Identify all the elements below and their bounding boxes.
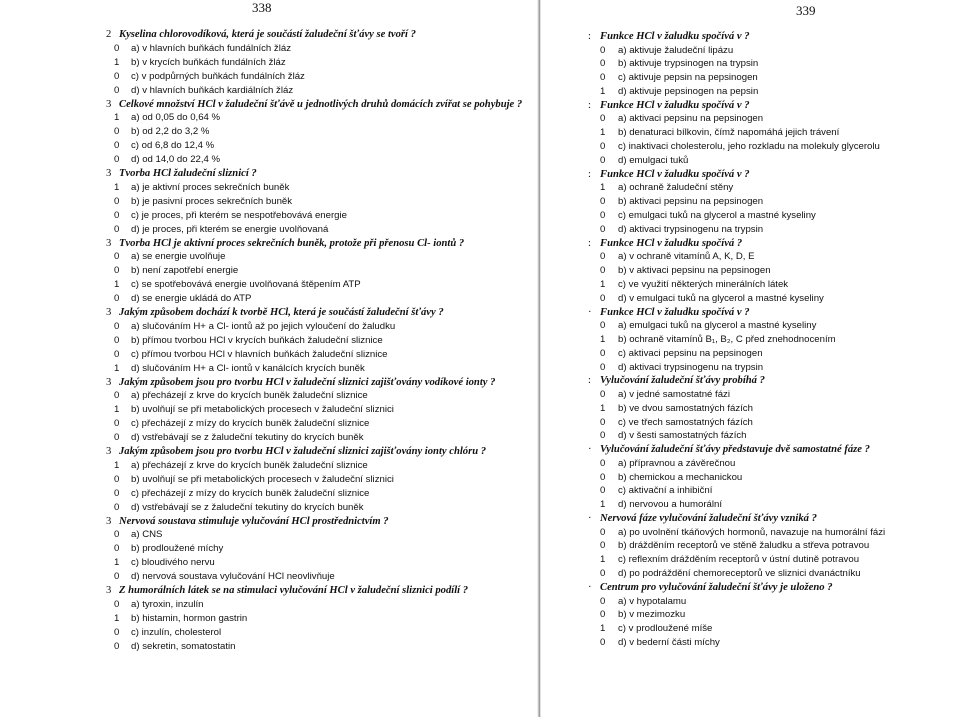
answer-mark: 1 [600, 554, 606, 566]
answer-option [0, 612, 535, 626]
answer-text: a) v ochraně vitamínů A, K, D, E [618, 251, 755, 263]
answer-option [548, 457, 960, 471]
answer-option [0, 348, 535, 362]
answer-option [0, 626, 535, 640]
answer-mark: 0 [600, 264, 606, 276]
question-block [548, 30, 960, 99]
question-number: 3 [106, 168, 112, 179]
answer-option [0, 431, 535, 445]
question-block [0, 306, 535, 376]
answer-option [548, 622, 960, 636]
answer-text: b) drážděním receptorů ve stěně žaludku a střeva potravou [618, 540, 870, 552]
answer-option [548, 44, 960, 58]
answer-mark: 0 [114, 598, 120, 610]
answer-text: b) v aktivaci pepsinu na pepsinogen [618, 264, 771, 276]
answer-option [548, 567, 960, 581]
answer-mark: 0 [114, 334, 120, 346]
answer-option [548, 388, 960, 402]
answer-option [0, 570, 535, 584]
question-title [0, 306, 535, 320]
answer-text: d) v hlavních buňkách kardiálních žláz [131, 84, 294, 96]
question-text: Funkce HCl v žaludku spočívá v ? [600, 306, 750, 318]
question-block [0, 376, 535, 446]
question-title [0, 98, 535, 112]
answer-mark: 0 [114, 223, 120, 235]
question-number: : [588, 168, 591, 180]
question-number: · [588, 306, 592, 318]
answer-mark: 0 [114, 571, 120, 582]
answer-mark: 0 [600, 292, 606, 304]
question-list [0, 28, 535, 654]
answer-mark: 0 [600, 251, 606, 263]
question-text: Vylučování žaludeční šťávy probíhá ? [600, 375, 765, 387]
question-title [548, 237, 960, 251]
answer-text: a) po uvolnění tkáňových hormonů, navazuje na humorální fázi [618, 526, 886, 538]
answer-mark: 1 [600, 402, 606, 414]
answer-text: b) v mezimozku [618, 609, 686, 621]
question-block [548, 374, 960, 443]
answer-option [0, 264, 535, 278]
question-number: : [588, 375, 591, 387]
answer-option [548, 608, 960, 622]
answer-mark: 1 [600, 333, 606, 345]
answer-mark: 0 [114, 473, 120, 485]
answer-text: b) histamin, hormon gastrin [131, 612, 248, 624]
question-text: Centrum pro vylučování žaludeční šťávy je uloženo ? [600, 582, 833, 593]
answer-mark: 1 [114, 404, 120, 415]
answer-option [548, 250, 960, 264]
answer-mark: 0 [600, 209, 606, 221]
answer-option [548, 402, 960, 416]
question-block [548, 237, 960, 306]
question-number: · [588, 582, 592, 593]
question-title [0, 584, 535, 598]
answer-text: a) je aktivní proces sekrečních buněk [131, 181, 290, 193]
answer-option [548, 140, 960, 154]
answer-option [0, 556, 535, 570]
answer-text: d) emulgaci tuků [618, 154, 689, 166]
answer-text: c) přímou tvorbou HCl v hlavních buňkách žaludeční sliznice [131, 348, 388, 360]
answer-text: a) přecházejí z krve do krycích buněk žaludeční sliznice [131, 390, 368, 401]
answer-option [0, 417, 535, 431]
answer-text: d) aktivuje pepsinogen na pepsin [618, 86, 759, 98]
answer-mark: 0 [114, 209, 120, 221]
question-title [0, 237, 535, 251]
answer-mark: 0 [114, 626, 120, 638]
answer-text: b) není zapotřebí energie [131, 265, 239, 276]
answer-mark: 0 [114, 126, 120, 137]
question-title [548, 512, 960, 526]
answer-text: b) ochraně vitamínů B₁, B₂, C před znehodnocením [618, 333, 836, 345]
answer-option [548, 361, 960, 375]
answer-mark: 0 [600, 595, 606, 607]
answer-mark: 0 [114, 432, 120, 443]
answer-mark: 1 [600, 182, 606, 194]
answer-mark: 0 [600, 609, 606, 621]
answer-option [548, 498, 960, 512]
question-title [0, 515, 535, 529]
answer-mark: 0 [114, 529, 120, 540]
question-title [548, 581, 960, 595]
question-text: Tvorba HCl žaludeční sliznicí ? [119, 168, 257, 179]
answer-mark: 1 [114, 279, 120, 290]
question-number: 3 [106, 98, 112, 110]
answer-mark: 0 [600, 141, 606, 153]
answer-option [0, 320, 535, 334]
answer-option [548, 333, 960, 347]
answer-option [0, 84, 535, 98]
answer-option [0, 125, 535, 139]
answer-text: b) aktivuje trypsinogen na trypsin [618, 58, 759, 70]
answer-option [548, 57, 960, 71]
answer-text: c) je proces, při kterém se nespotřebovává energie [131, 209, 347, 221]
question-number: : [588, 237, 591, 249]
answer-text: a) aktivaci pepsinu na pepsinogen [618, 113, 764, 125]
answer-text: c) inzulín, cholesterol [131, 626, 222, 638]
answer-mark: 0 [114, 320, 120, 332]
answer-mark: 0 [600, 485, 606, 497]
question-number: 3 [106, 585, 112, 596]
answer-option [548, 471, 960, 485]
answer-option [0, 250, 535, 264]
question-title [0, 376, 535, 390]
answer-option [548, 126, 960, 140]
answer-text: a) slučováním H+ a Cl- iontů až po jejich vyloučení do žaludku [131, 320, 396, 332]
answer-text: d) nervová soustava vylučování HCl neovlivňuje [131, 571, 335, 582]
question-block [0, 237, 535, 307]
answer-text: a) přípravnou a závěrečnou [618, 457, 736, 469]
question-block [0, 515, 535, 585]
answer-text: d) aktivaci trypsinogenu na trypsin [618, 361, 764, 373]
question-block [548, 581, 960, 650]
answer-text: d) nervovou a humorální [618, 499, 722, 511]
answer-mark: 1 [114, 181, 120, 193]
answer-option [0, 640, 535, 654]
answer-option [0, 209, 535, 223]
answer-text: d) vstřebávají se z žaludeční tekutiny do krycích buněk [131, 501, 364, 513]
answer-option [0, 403, 535, 417]
answer-mark: 0 [114, 154, 120, 165]
answer-option [0, 278, 535, 292]
question-text: Jakým způsobem jsou pro tvorbu HCl v žaludeční sliznici zajišťovány ionty chlóru ? [119, 446, 487, 457]
question-text: Funkce HCl v žaludku spočívá v ? [600, 99, 750, 111]
answer-mark: 0 [600, 154, 606, 166]
question-text: Kyselina chlorovodíková, která je součástí žaludeční šťávy se tvoří ? [119, 29, 416, 40]
answer-text: c) v prodloužené míše [618, 623, 713, 635]
right-page [548, 0, 960, 717]
answer-option [548, 347, 960, 361]
answer-mark: 0 [600, 471, 606, 483]
answer-option [0, 56, 535, 70]
answer-mark: 0 [600, 540, 606, 552]
answer-text: a) emulgaci tuků na glycerol a mastné kyseliny [618, 320, 817, 331]
answer-option [548, 553, 960, 567]
answer-text: c) ve třech samostatných fázích [618, 416, 753, 428]
question-block [0, 584, 535, 654]
answer-text: a) se energie uvolňuje [131, 251, 226, 262]
answer-text: d) sekretin, somatostatin [131, 640, 236, 652]
answer-mark: 1 [114, 112, 120, 123]
question-number: 2 [106, 29, 112, 40]
answer-text: b) ve dvou samostatných fázích [618, 402, 753, 414]
question-number: : [588, 31, 591, 42]
answer-option [0, 528, 535, 542]
answer-text: c) v podpůrných buňkách fundálních žláz [131, 70, 305, 82]
answer-text: a) v jedné samostatné fázi [618, 388, 730, 400]
question-number: · [588, 444, 592, 456]
answer-option [548, 292, 960, 306]
question-title [548, 306, 960, 320]
question-text: Funkce HCl v žaludku spočívá v ? [600, 168, 750, 180]
answer-option [548, 526, 960, 540]
answer-option [0, 153, 535, 167]
answer-text: c) emulgaci tuků na glycerol a mastné kyseliny [618, 209, 816, 221]
answer-option [548, 595, 960, 609]
answer-text: d) od 14,0 do 22,4 % [131, 154, 221, 165]
answer-mark: 0 [600, 526, 606, 538]
answer-mark: 0 [114, 543, 120, 554]
answer-mark: 0 [114, 251, 120, 262]
answer-text: b) v krycích buňkách fundálních žláz [131, 56, 286, 68]
answer-option [0, 42, 535, 56]
answer-option [548, 154, 960, 168]
answer-mark: 0 [114, 195, 120, 207]
answer-option [548, 181, 960, 195]
answer-option [548, 195, 960, 209]
question-block [0, 28, 535, 98]
question-text: Jakým způsobem dochází k tvorbě HCl, která je součástí žaludeční šťávy ? [119, 307, 444, 318]
answer-option [548, 278, 960, 292]
question-text: Funkce HCl v žaludku spočívá ? [600, 237, 743, 249]
answer-mark: 0 [600, 430, 606, 442]
question-text: Jakým způsobem jsou pro tvorbu HCl v žaludeční sliznici zajišťovány vodíkové ionty ? [119, 376, 496, 388]
question-number: 3 [106, 376, 112, 388]
question-title [0, 28, 535, 42]
answer-text: c) ve využití některých minerálních látek [618, 278, 789, 290]
answer-option [548, 71, 960, 85]
answer-option [0, 459, 535, 473]
answer-text: a) v hypotalamu [618, 595, 687, 607]
answer-text: b) uvolňují se při metabolických procesech v žaludeční sliznici [131, 473, 394, 485]
answer-text: a) od 0,05 do 0,64 % [131, 112, 221, 123]
answer-mark: 1 [600, 127, 606, 139]
answer-text: b) aktivaci pepsinu na pepsinogen [618, 196, 764, 208]
answer-text: a) v hlavních buňkách fundálních žláz [131, 42, 291, 54]
answer-option [548, 429, 960, 443]
answer-mark: 0 [600, 568, 606, 580]
question-title [548, 443, 960, 457]
answer-option [548, 264, 960, 278]
answer-option [548, 223, 960, 237]
answer-mark: 0 [114, 42, 120, 54]
question-title [0, 167, 535, 181]
answer-text: d) vstřebávají se z žaludeční tekutiny do krycích buněk [131, 432, 364, 443]
question-block [548, 168, 960, 237]
answer-mark: 0 [600, 388, 606, 400]
answer-text: b) je pasivní proces sekrečních buněk [131, 195, 293, 207]
answer-text: d) v bederní části míchy [618, 637, 720, 649]
answer-text: c) se spotřebovává energie uvolňovaná štěpením ATP [131, 279, 361, 290]
answer-text: d) se energie ukládá do ATP [131, 293, 252, 304]
answer-text: a) aktivuje žaludeční lipázu [618, 44, 734, 56]
question-block [548, 306, 960, 375]
answer-text: b) chemickou a mechanickou [618, 471, 743, 483]
answer-option [0, 70, 535, 84]
answer-text: d) slučováním H+ a Cl- iontů v kanálcích krycích buněk [131, 362, 365, 374]
answer-text: b) prodloužené míchy [131, 543, 224, 554]
answer-mark: 0 [114, 348, 120, 360]
question-number: 3 [106, 237, 112, 249]
page-number: 339 [796, 3, 816, 18]
answer-text: d) v emulgaci tuků na glycerol a mastné kyseliny [618, 292, 824, 304]
answer-mark: 1 [114, 459, 120, 471]
answer-mark: 0 [114, 293, 120, 304]
question-text: Vylučování žaludeční šťávy představuje dvě samostatné fáze ? [600, 444, 870, 456]
question-title [548, 168, 960, 182]
answer-text: a) ochraně žaludeční stěny [618, 182, 734, 194]
answer-mark: 1 [600, 623, 606, 635]
answer-option [548, 319, 960, 333]
answer-mark: 0 [114, 140, 120, 151]
answer-text: b) od 2,2 do 3,2 % [131, 126, 210, 137]
answer-text: b) uvolňují se při metabolických procesech v žaludeční sliznici [131, 404, 394, 415]
question-block [0, 167, 535, 237]
answer-text: a) přecházejí z krve do krycích buněk žaludeční sliznice [131, 459, 368, 471]
answer-mark: 0 [600, 637, 606, 649]
answer-mark: 1 [600, 278, 606, 290]
answer-text: d) je proces, při kterém se energie uvolňovaná [131, 223, 329, 235]
answer-text: c) inaktivaci cholesterolu, jeho rozkladu na molekuly glycerolu [618, 141, 880, 153]
question-number: · [588, 513, 592, 525]
question-number: 3 [106, 307, 112, 318]
answer-mark: 1 [600, 499, 606, 511]
answer-option [0, 195, 535, 209]
answer-mark: 0 [600, 361, 606, 373]
question-number: : [588, 99, 591, 111]
answer-mark: 0 [114, 640, 120, 652]
answer-mark: 0 [114, 84, 120, 96]
answer-text: c) přecházejí z mízy do krycích buněk žaludeční sliznice [131, 418, 370, 429]
answer-option [0, 389, 535, 403]
answer-mark: 0 [600, 196, 606, 208]
question-title [548, 99, 960, 113]
answer-option [0, 334, 535, 348]
answer-mark: 1 [114, 612, 120, 624]
answer-text: c) aktivační a inhibiční [618, 485, 713, 497]
answer-text: d) aktivaci trypsinogenu na trypsin [618, 223, 764, 235]
answer-option [0, 223, 535, 237]
answer-option [548, 416, 960, 430]
answer-option [548, 209, 960, 223]
answer-mark: 0 [600, 223, 606, 235]
answer-mark: 0 [600, 457, 606, 469]
answer-option [0, 487, 535, 501]
answer-text: a) CNS [131, 529, 163, 540]
answer-option [0, 362, 535, 376]
answer-mark: 0 [600, 72, 606, 84]
answer-mark: 0 [114, 390, 120, 401]
answer-text: d) po podráždění chemoreceptorů ve sliznici dvanáctníku [618, 568, 861, 580]
question-block [0, 445, 535, 515]
answer-mark: 0 [114, 418, 120, 429]
answer-option [548, 85, 960, 99]
answer-mark: 0 [114, 70, 120, 82]
answer-option [548, 112, 960, 126]
answer-text: c) přecházejí z mízy do krycích buněk žaludeční sliznice [131, 487, 370, 499]
answer-option [0, 598, 535, 612]
answer-option [0, 111, 535, 125]
answer-text: d) v šesti samostatných fázích [618, 430, 747, 442]
question-block [0, 98, 535, 168]
answer-mark: 0 [600, 113, 606, 125]
answer-text: c) bloudivého nervu [131, 557, 215, 568]
answer-mark: 1 [600, 86, 606, 98]
answer-mark: 0 [114, 265, 120, 276]
question-block [548, 99, 960, 168]
answer-mark: 1 [114, 362, 120, 374]
answer-mark: 0 [114, 501, 120, 513]
answer-mark: 0 [600, 416, 606, 428]
answer-text: c) reflexním drážděním receptorů v ústní dutině potravou [618, 554, 860, 566]
answer-mark: 0 [114, 487, 120, 499]
answer-text: c) aktivaci pepsinu na pepsinogen [618, 347, 763, 359]
question-text: Celkové množství HCl v žaludeční šťávě u jednotlivých druhů domácích zvířat se pohybuje ? [119, 98, 523, 110]
question-number: 3 [106, 515, 112, 527]
question-block [548, 512, 960, 581]
question-text: Nervová soustava stimuluje vylučování HCl prostřednictvím ? [119, 515, 389, 527]
answer-mark: 0 [600, 320, 606, 331]
answer-option [548, 636, 960, 650]
question-block [548, 443, 960, 512]
question-text: Funkce HCl v žaludku spočívá v ? [600, 31, 750, 42]
answer-option [548, 539, 960, 553]
answer-mark: 0 [600, 347, 606, 359]
answer-mark: 1 [114, 56, 120, 68]
question-list [548, 30, 960, 650]
question-text: Nervová fáze vylučování žaludeční šťávy vzniká ? [600, 513, 817, 525]
answer-option [0, 139, 535, 153]
answer-text: c) od 6,8 do 12,4 % [131, 140, 215, 151]
question-title [0, 445, 535, 459]
answer-option [0, 181, 535, 195]
answer-option [548, 484, 960, 498]
answer-option [0, 542, 535, 556]
answer-text: a) tyroxin, inzulín [131, 598, 204, 610]
question-text: Z humorálních látek se na stimulaci vylučování HCl v žaludeční sliznici podílí ? [119, 585, 469, 596]
question-number: 3 [106, 446, 112, 457]
question-title [548, 374, 960, 388]
answer-text: c) aktivuje pepsin na pepsinogen [618, 72, 758, 84]
book-gutter [537, 0, 541, 717]
page-number: 338 [252, 0, 272, 15]
answer-text: b) denaturaci bílkovin, čímž napomáhá jejich trávení [618, 127, 840, 139]
answer-option [0, 292, 535, 306]
question-title [548, 30, 960, 44]
question-text: Tvorba HCl je aktivní proces sekrečních buněk, protože při přenosu Cl- iontů ? [119, 237, 465, 249]
answer-option [0, 473, 535, 487]
answer-mark: 0 [600, 58, 606, 70]
answer-mark: 1 [114, 557, 120, 568]
answer-text: b) přímou tvorbou HCl v krycích buňkách žaludeční sliznice [131, 334, 383, 346]
answer-option [0, 501, 535, 515]
answer-mark: 0 [600, 44, 606, 56]
